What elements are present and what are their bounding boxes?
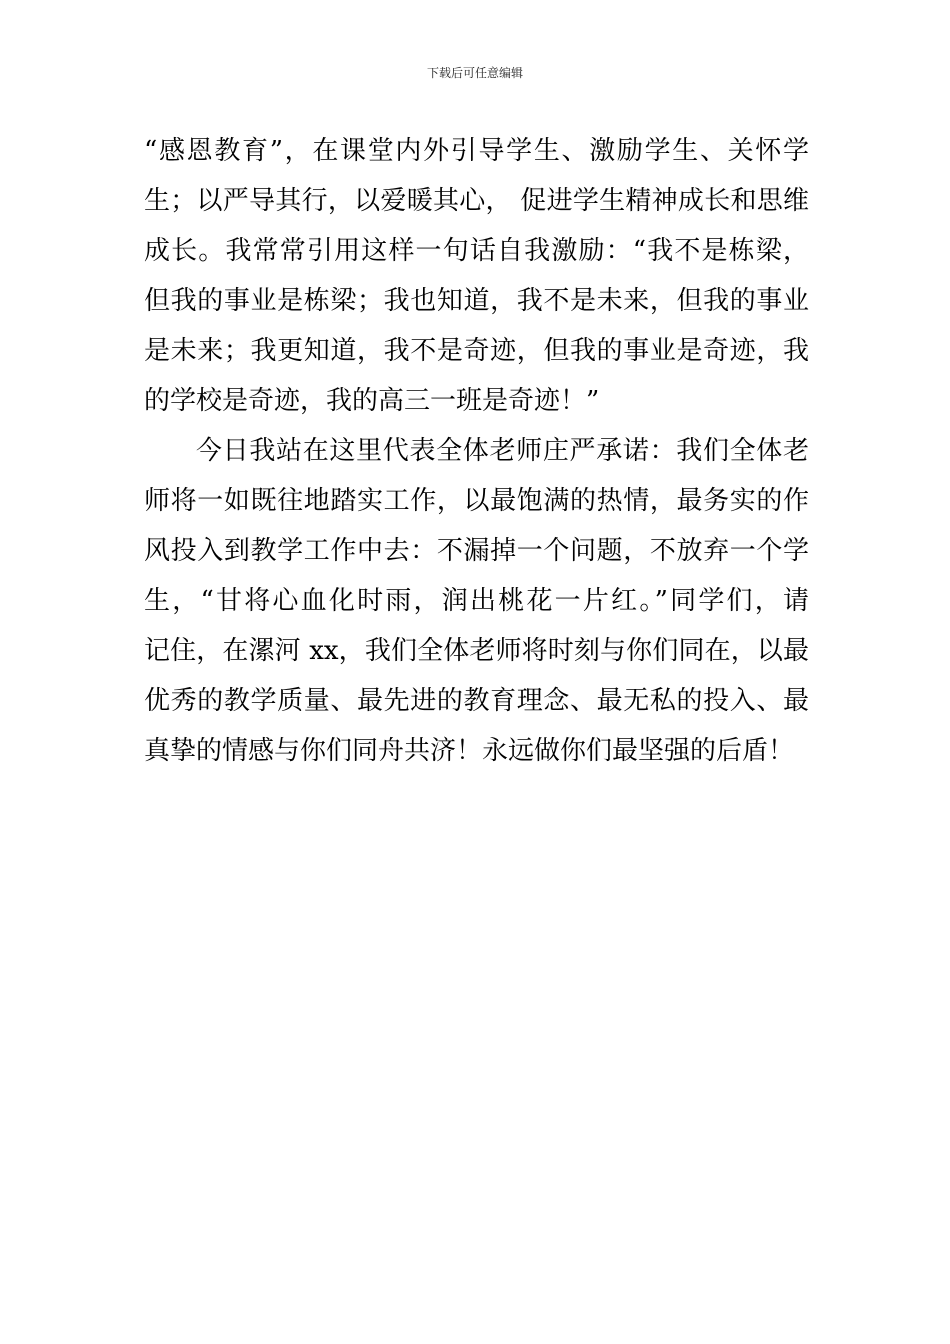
paragraph-line: 记住，在漯河 xx，我们全体老师将时刻与你们同在，以最 <box>144 636 809 666</box>
paragraph-line: 是未来；我更知道，我不是奇迹，但我的事业是奇迹，我 <box>144 336 809 366</box>
paragraph-line: 生；以严导其行，以爱暖其心， 促进学生精神成长和思维 <box>144 186 809 216</box>
download-note-header: 下载后可任意编辑 <box>426 66 523 80</box>
paragraph-line: 但我的事业是栋梁；我也知道，我不是未来，但我的事业 <box>144 286 809 316</box>
paragraph-line: 生，“甘将心血化时雨，润出桃花一片红。”同学们，请 <box>144 586 809 616</box>
paragraph-line: “感恩教育”，在课堂内外引导学生、激励学生、关怀学 <box>144 136 809 166</box>
paragraph-2 <box>144 426 809 776</box>
paragraph-line: 师将一如既往地踏实工作，以最饱满的热情，最务实的作 <box>144 486 809 516</box>
paragraph-1 <box>144 126 809 426</box>
paragraph-line: 优秀的教学质量、最先进的教育理念、最无私的投入、最 <box>144 686 809 716</box>
document-body <box>144 126 809 776</box>
paragraph-line: 成长。我常常引用这样一句话自我激励：“我不是栋梁， <box>144 236 809 266</box>
paragraph-line: 风投入到教学工作中去：不漏掉一个问题，不放弃一个学 <box>144 536 809 566</box>
paragraph-line: 的学校是奇迹，我的高三一班是奇迹！” <box>144 386 600 416</box>
paragraph-line: 今日我站在这里代表全体老师庄严承诺：我们全体老 <box>196 436 809 466</box>
paragraph-line: 真挚的情感与你们同舟共济！永远做你们最坚强的后盾！ <box>144 736 795 766</box>
